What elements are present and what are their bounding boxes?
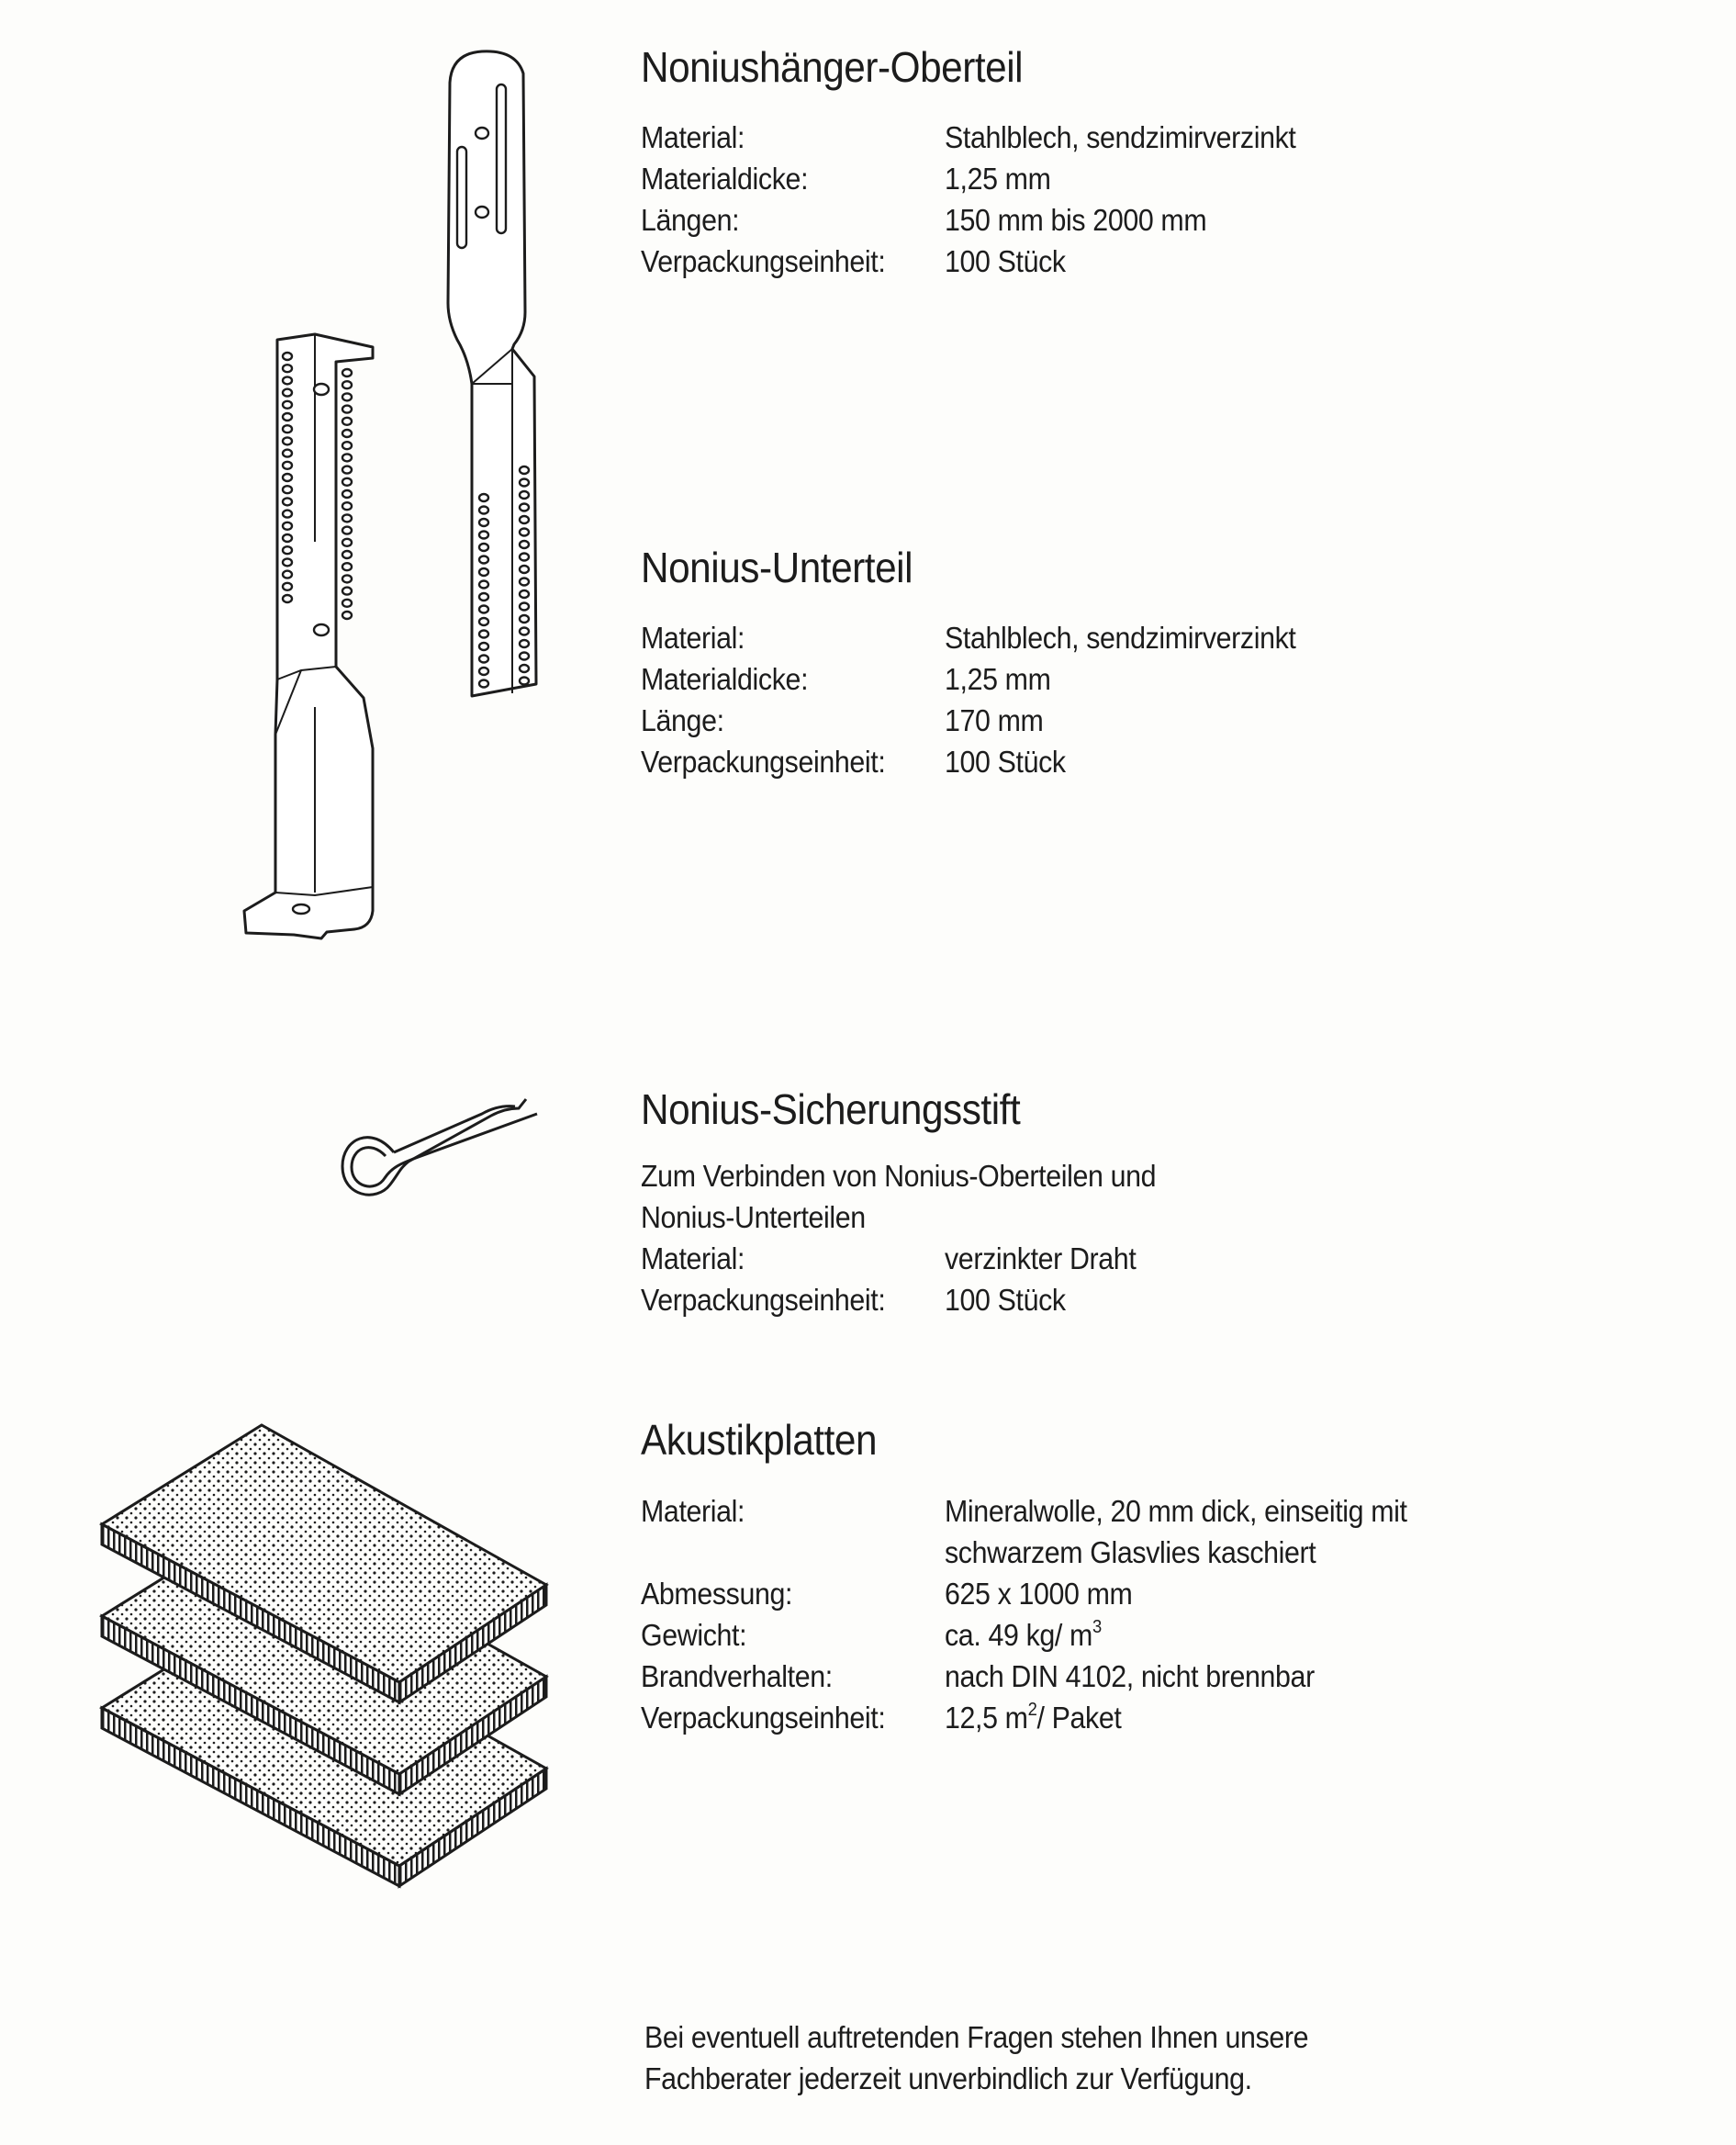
spec-row: [641, 1279, 1559, 1320]
footer-line: Fachberater jederzeit unverbindlich zur Verfügung.: [644, 2061, 1252, 2095]
punch-hole: [342, 490, 352, 498]
product-title-akustikplatten: Akustikplatten: [641, 1416, 878, 1464]
description-line: Nonius-Unterteilen: [641, 1200, 866, 1234]
spec-row: [641, 199, 1559, 241]
spec-value-tail: / Paket: [1036, 1701, 1122, 1735]
spec-label: Verpackungseinheit:: [641, 745, 886, 779]
punch-hole: [520, 566, 529, 573]
punch-hole: [342, 551, 352, 558]
spec-value: Mineralwolle, 20 mm dick, einseitig mit: [945, 1494, 1407, 1528]
spec-value: 100 Stück: [945, 244, 1066, 278]
spec-value: 625 x 1000 mm: [945, 1577, 1133, 1611]
punch-hole: [342, 575, 352, 582]
spec-list-oberteil: [641, 117, 1559, 282]
punch-hole: [342, 478, 352, 486]
punch-hole: [342, 527, 352, 534]
spec-label: Verpackungseinheit:: [641, 244, 886, 278]
spec-label: Brandverhalten:: [641, 1659, 833, 1693]
punch-hole: [479, 606, 488, 613]
punch-hole: [342, 563, 352, 570]
punch-hole: [479, 494, 488, 501]
spec-value: Stahlblech, sendzimirverzinkt: [945, 120, 1296, 154]
punch-hole: [283, 595, 292, 602]
footer-note: [644, 2016, 1308, 2099]
spec-value: 100 Stück: [945, 1283, 1066, 1317]
punch-hole: [342, 454, 352, 461]
footer-line: Bei eventuell auftretenden Fragen stehen Ihnen unsere: [644, 2020, 1309, 2054]
spec-value: [945, 1614, 1102, 1656]
punch-hole: [520, 466, 529, 474]
spec-row: [641, 658, 1559, 700]
punch-hole: [342, 588, 352, 595]
spec-value: [945, 1697, 1121, 1738]
spec-row: [641, 1697, 1559, 1738]
spec-value: Stahlblech, sendzimirverzinkt: [945, 621, 1296, 655]
punch-hole: [479, 680, 488, 688]
punch-hole: [283, 425, 292, 432]
punch-hole: [283, 486, 292, 493]
punch-hole: [342, 539, 352, 546]
punch-hole: [520, 529, 529, 536]
punch-hole: [479, 656, 488, 663]
punch-hole: [520, 603, 529, 611]
spec-row: [641, 158, 1559, 199]
punch-hole: [283, 353, 292, 360]
punch-hole: [283, 450, 292, 457]
punch-hole: [283, 511, 292, 518]
punch-hole: [479, 532, 488, 539]
punch-hole: [283, 583, 292, 590]
spec-row: [641, 741, 1559, 782]
hanger-top-part-icon: [431, 46, 551, 725]
punch-hole: [479, 519, 488, 526]
spec-label: Material:: [641, 1241, 745, 1275]
punch-hole: [283, 389, 292, 397]
spec-row: [641, 1614, 1559, 1656]
spec-label: Länge:: [641, 703, 724, 737]
spec-value: 150 mm bis 2000 mm: [945, 203, 1207, 237]
punch-hole: [479, 593, 488, 601]
punch-hole: [342, 612, 352, 619]
punch-hole: [342, 502, 352, 510]
punch-hole: [283, 401, 292, 409]
spec-label: Materialdicke:: [641, 162, 809, 196]
punch-hole: [342, 430, 352, 437]
punch-hole: [479, 668, 488, 675]
punch-hole: [520, 653, 529, 660]
punch-hole: [520, 640, 529, 647]
punch-hole: [520, 678, 529, 685]
punch-hole: [520, 628, 529, 635]
punch-hole: [479, 544, 488, 551]
punch-hole: [520, 491, 529, 499]
punch-hole: [283, 413, 292, 421]
punch-hole: [479, 643, 488, 650]
spec-row: [641, 1573, 1559, 1614]
spec-row: [641, 700, 1559, 741]
spec-label: Gewicht:: [641, 1618, 747, 1652]
punch-hole: [283, 474, 292, 481]
punch-hole: [342, 418, 352, 425]
spec-value: verzinkter Draht: [945, 1241, 1137, 1275]
spec-label: Material:: [641, 120, 745, 154]
spec-label: Material:: [641, 1494, 745, 1528]
spec-label: Längen:: [641, 203, 740, 237]
spec-row-continuation: [641, 1532, 1559, 1573]
punch-hole: [479, 568, 488, 576]
punch-hole: [342, 514, 352, 522]
punch-hole: [283, 376, 292, 384]
punch-hole: [479, 631, 488, 638]
spec-label: Verpackungseinheit:: [641, 1283, 886, 1317]
spec-list-sicherungsstift: [641, 1155, 1559, 1320]
punch-hole: [520, 665, 529, 672]
punch-hole: [520, 578, 529, 586]
punch-hole: [520, 590, 529, 598]
punch-hole: [283, 534, 292, 542]
punch-hole: [342, 393, 352, 400]
spec-value: nach DIN 4102, nicht brennbar: [945, 1659, 1315, 1693]
punch-hole: [520, 554, 529, 561]
punch-hole: [283, 437, 292, 444]
product-title-unterteil: Nonius-Unterteil: [641, 544, 913, 591]
spec-value: 1,25 mm: [945, 662, 1051, 696]
hanger-bottom-part-icon: [237, 331, 384, 946]
spec-value-text: 12,5 m: [945, 1701, 1028, 1735]
punch-hole: [520, 516, 529, 523]
punch-hole: [479, 556, 488, 564]
description-line: Zum Verbinden von Nonius-Oberteilen und: [641, 1159, 1157, 1193]
superscript: 2: [1027, 1700, 1037, 1720]
punch-hole: [479, 581, 488, 589]
punch-hole: [283, 522, 292, 530]
spec-list-unterteil: [641, 617, 1559, 782]
spec-label: Materialdicke:: [641, 662, 809, 696]
spec-value-text: ca. 49 kg/ m: [945, 1618, 1092, 1652]
spec-row: [641, 241, 1559, 282]
punch-hole: [520, 541, 529, 548]
spec-row: [641, 1238, 1559, 1279]
spec-value: 170 mm: [945, 703, 1044, 737]
punch-hole: [283, 462, 292, 469]
punch-hole: [342, 600, 352, 607]
punch-hole: [479, 618, 488, 625]
punch-hole: [283, 558, 292, 566]
spec-value: schwarzem Glasvlies kaschiert: [945, 1535, 1316, 1569]
punch-hole: [520, 615, 529, 623]
punch-hole: [342, 442, 352, 449]
spec-label: Verpackungseinheit:: [641, 1701, 886, 1735]
punch-hole: [342, 381, 352, 388]
punch-hole: [342, 369, 352, 376]
punch-hole: [283, 498, 292, 505]
spec-label: Abmessung:: [641, 1577, 793, 1611]
punch-hole: [520, 504, 529, 511]
product-title-oberteil: Noniushänger-Oberteil: [641, 43, 1024, 91]
product-title-sicherungsstift: Nonius-Sicherungsstift: [641, 1085, 1021, 1133]
punch-hole: [283, 365, 292, 372]
spec-list-akustikplatten: [641, 1490, 1559, 1738]
punch-hole: [479, 507, 488, 514]
spec-row: [641, 117, 1559, 158]
spec-value: 100 Stück: [945, 745, 1066, 779]
punch-hole: [283, 546, 292, 554]
punch-hole: [520, 479, 529, 487]
punch-hole: [283, 571, 292, 578]
superscript: 3: [1092, 1617, 1102, 1637]
spec-value: 1,25 mm: [945, 162, 1051, 196]
punch-hole: [342, 466, 352, 474]
spec-row: [641, 1656, 1559, 1697]
safety-pin-icon: [335, 1088, 546, 1212]
spec-label: Material:: [641, 621, 745, 655]
spec-row: [641, 617, 1559, 658]
acoustic-panels-stack-icon: [96, 1423, 555, 1924]
spec-row: [641, 1490, 1559, 1532]
punch-hole: [342, 406, 352, 413]
